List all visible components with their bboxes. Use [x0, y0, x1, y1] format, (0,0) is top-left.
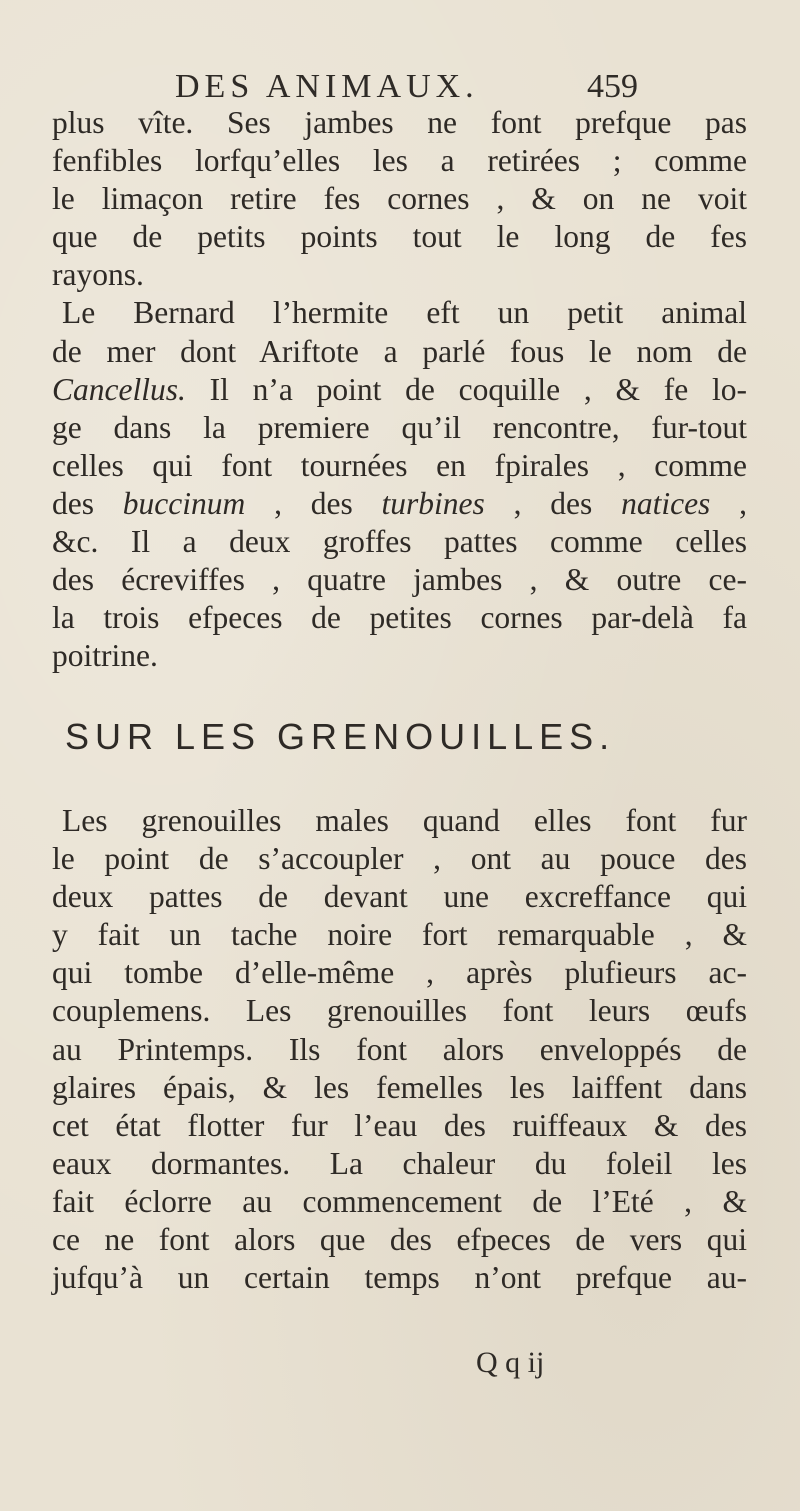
page-number: 459 — [587, 68, 638, 105]
text-line: eaux dormantes. La chaleur du foleil les — [52, 1145, 747, 1181]
text-line — [52, 485, 747, 523]
text-run: , des — [245, 485, 382, 521]
text-line: le limaçon retire fes cornes , & on ne voit — [52, 181, 747, 217]
body-text-lower — [52, 802, 747, 1297]
text-line: fenfibles lorfqu’elles les a retirées ; comme — [52, 143, 747, 179]
text-run: des — [52, 485, 123, 521]
text-line: &c. Il a deux groffes pattes comme celles — [52, 524, 747, 560]
signature-mark: Q q ij — [476, 1346, 545, 1379]
text-run: , des — [484, 485, 622, 521]
text-line: glaires épais, & les femelles les laiffent dans — [52, 1069, 747, 1105]
text-line: que de petits points tout le long de fes — [52, 219, 747, 255]
text-line: celles qui font tournées en fpirales , comme — [52, 447, 747, 483]
text-line: des écreviffes , quatre jambes , & outre ce- — [52, 562, 747, 598]
text-line: deux pattes de devant une excreffance qui — [52, 879, 747, 915]
text-line: plus vîte. Ses jambes ne font prefque pas — [52, 105, 747, 140]
text-line: la trois efpeces de petites cornes par-delà fa — [52, 600, 747, 636]
body-text-upper — [52, 104, 747, 675]
text-line: le point de s’accoupler , ont au pouce des — [52, 841, 747, 877]
italic-term: natices — [621, 485, 711, 521]
section-heading: SUR LES GRENOUILLES. — [65, 716, 616, 757]
text-line: Le Bernard l’hermite eft un petit animal — [62, 295, 747, 331]
text-line: y fait un tache noire fort remarquable , & — [52, 917, 747, 953]
text-line: ge dans la premiere qu’il rencontre, fur-tout — [52, 409, 747, 445]
text-line: jufqu’à un certain temps n’ont prefque au- — [52, 1260, 747, 1296]
text-line: au Printemps. Ils font alors enveloppés de — [52, 1031, 747, 1067]
text-line: poitrine. — [52, 638, 158, 674]
text-run: , — [710, 485, 748, 521]
running-title: DES ANIMAUX. — [175, 68, 479, 105]
text-line: rayons. — [52, 257, 144, 293]
text-line — [52, 371, 747, 409]
text-line: ce ne font alors que des efpeces de vers qui — [52, 1222, 747, 1258]
italic-term: buccinum — [122, 485, 246, 521]
text-line: qui tombe d’elle-même , après plufieurs ac- — [52, 955, 747, 991]
text-line: Les grenouilles males quand elles font fur — [62, 803, 747, 838]
text-line: couplemens. Les grenouilles font leurs œufs — [52, 993, 747, 1029]
text-run: Il n’a point de coquille , & fe lo- — [185, 371, 747, 407]
text-line: cet état flotter fur l’eau des ruiffeaux & des — [52, 1107, 747, 1143]
text-line: fait éclorre au commencement de l’Eté , & — [52, 1183, 747, 1219]
italic-term: Cancellus. — [52, 371, 186, 407]
italic-term: turbines — [381, 485, 485, 521]
text-line: de mer dont Ariftote a parlé fous le nom de — [52, 333, 747, 369]
